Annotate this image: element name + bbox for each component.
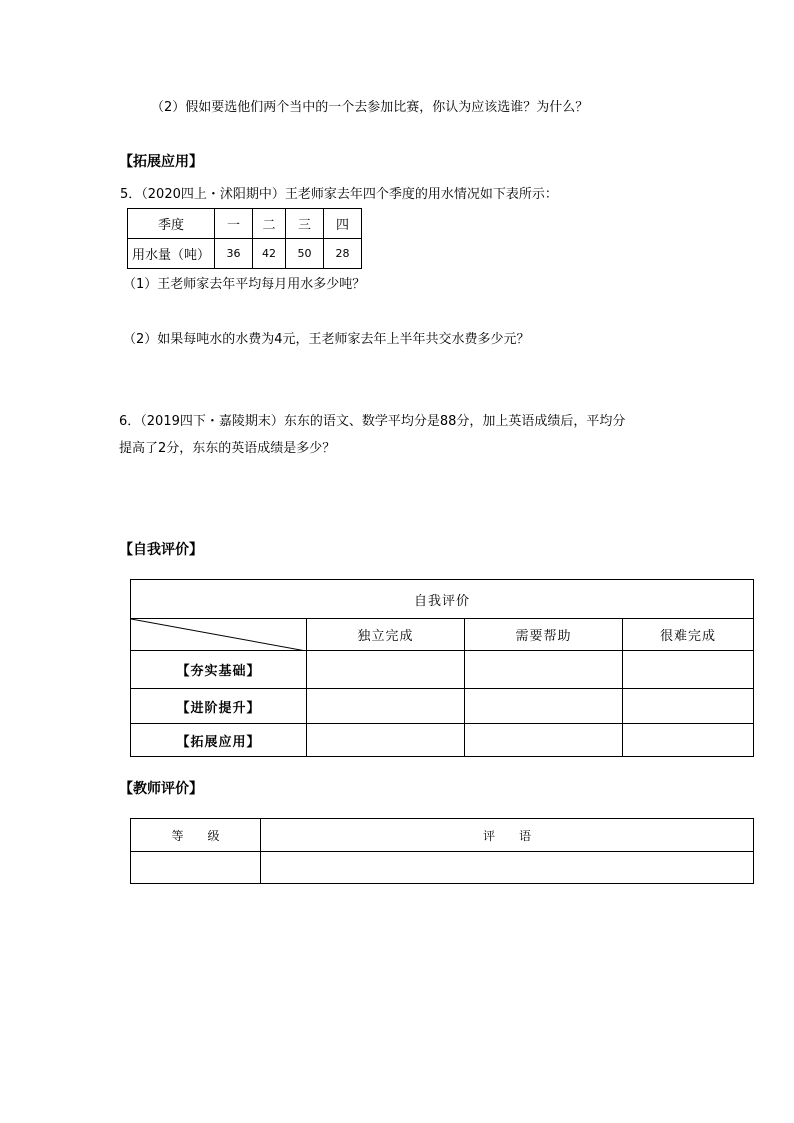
rating-cell[interactable] — [623, 651, 754, 689]
section-heading-extend: 【拓展应用】 — [119, 154, 203, 170]
quarter-cell: 一 — [215, 209, 253, 239]
table-row — [131, 724, 754, 757]
row-label: 【进阶提升】 — [131, 689, 307, 724]
table-row — [131, 580, 754, 619]
table-row — [131, 619, 754, 651]
column-header: 很难完成 — [623, 619, 754, 651]
question-4-part-2: （2）假如要选他们两个当中的一个去参加比赛，你认为应该选谁？为什么？ — [151, 100, 589, 115]
grade-cell[interactable] — [131, 852, 261, 884]
header-label-cell: 季度 — [128, 209, 215, 239]
rating-cell[interactable] — [307, 651, 465, 689]
rating-cell[interactable] — [465, 724, 623, 757]
table-row — [131, 819, 754, 852]
question-6-line-2: 提高了2分，东东的英语成绩是多少？ — [119, 441, 336, 456]
rating-cell[interactable] — [623, 724, 754, 757]
row-label: 【拓展应用】 — [131, 724, 307, 757]
rating-cell[interactable] — [307, 689, 465, 724]
comment-header: 评 语 — [261, 819, 754, 852]
section-heading-teacher-eval: 【教师评价】 — [119, 781, 203, 797]
question-6-line-1: 6．（2019四下・嘉陵期末）东东的语文、数学平均分是88分，加上英语成绩后，平均分 — [119, 414, 626, 429]
rating-cell[interactable] — [623, 689, 754, 724]
quarter-cell: 二 — [253, 209, 286, 239]
question-5-stem: 5．（2020四上・沭阳期中）王老师家去年四个季度的用水情况如下表所示： — [120, 187, 558, 202]
self-evaluation-table — [130, 579, 754, 757]
value-cell: 36 — [215, 239, 253, 269]
row-label-cell: 用水量（吨） — [128, 239, 215, 269]
value-cell: 42 — [253, 239, 286, 269]
rating-cell[interactable] — [465, 651, 623, 689]
diagonal-header-cell — [131, 619, 307, 651]
section-heading-self-eval: 【自我评价】 — [119, 542, 203, 558]
water-usage-table — [127, 208, 362, 269]
comment-cell[interactable] — [261, 852, 754, 884]
question-5-part-2: （2）如果每吨水的水费为4元，王老师家去年上半年共交水费多少元？ — [123, 332, 530, 347]
table-row — [131, 651, 754, 689]
table-row — [128, 239, 362, 269]
question-5-part-1: （1）王老师家去年平均每月用水多少吨？ — [123, 277, 366, 292]
column-header: 需要帮助 — [465, 619, 623, 651]
table-row — [131, 689, 754, 724]
table-row — [128, 209, 362, 239]
value-cell: 50 — [286, 239, 324, 269]
rating-cell[interactable] — [307, 724, 465, 757]
rating-cell[interactable] — [465, 689, 623, 724]
value-cell: 28 — [324, 239, 362, 269]
quarter-cell: 四 — [324, 209, 362, 239]
self-eval-title: 自我评价 — [131, 580, 754, 619]
teacher-evaluation-table — [130, 818, 754, 884]
row-label: 【夯实基础】 — [131, 651, 307, 689]
table-row — [131, 852, 754, 884]
quarter-cell: 三 — [286, 209, 324, 239]
column-header: 独立完成 — [307, 619, 465, 651]
grade-header: 等 级 — [131, 819, 261, 852]
diagonal-line — [131, 619, 306, 651]
